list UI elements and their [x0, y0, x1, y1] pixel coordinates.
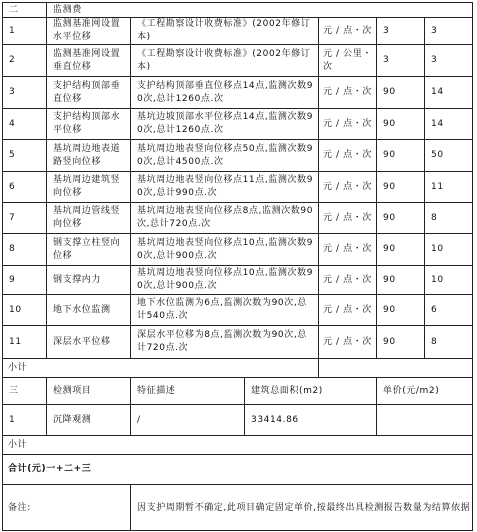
monitoring-item-cell [46, 294, 130, 325]
row-number: 4 [9, 119, 16, 129]
unit-cell [318, 233, 376, 265]
grand-total-label: 合计(元)一+二+三 [8, 464, 92, 474]
unit-price: 10 [431, 275, 444, 285]
header-feature-description: 特征描述 [137, 386, 176, 396]
unit-cell [318, 265, 376, 294]
settlement-observation: 沉降观测 [53, 415, 92, 425]
monitoring-item-cell [46, 108, 130, 139]
row-number: 11 [9, 337, 22, 347]
monitoring-item: 支护结构顶部水平位移 [53, 112, 121, 135]
unit: 元 / 点・次 [323, 305, 372, 315]
item-description: 基坑周边地表竖向位移点8点,监测次数90次,总计720点.次 [137, 206, 314, 229]
header-unit-price-cell [376, 377, 473, 404]
section2-subtotal-value-cell [318, 358, 473, 377]
unit-cell [318, 294, 376, 325]
quantity: 90 [383, 305, 396, 315]
unit-price-cell [424, 171, 473, 202]
monitoring-item-cell [46, 44, 130, 76]
section3-subtotal-label-cell [2, 435, 473, 454]
quantity: 90 [383, 150, 396, 160]
settlement-unit-price-cell [376, 404, 473, 435]
monitoring-item-cell [46, 233, 130, 265]
row-number-cell [2, 202, 46, 233]
row-number-cell [2, 294, 46, 325]
header-feature-description-cell [130, 377, 244, 404]
row-number: 7 [9, 213, 16, 223]
monitoring-item: 地下水位监测 [53, 305, 111, 315]
monitoring-item-cell [46, 325, 130, 358]
grand-total-label-cell [2, 454, 473, 484]
item-description: 基坑边坡顶部水平位移点14点,监测次数90次,总计1260点.次 [137, 112, 314, 135]
section3-num: 三 [9, 386, 19, 396]
section2-subtotal-label: 小计 [8, 363, 28, 373]
quantity: 90 [383, 213, 396, 223]
unit-price: 8 [431, 213, 438, 223]
section3-num-cell [2, 377, 46, 404]
unit-price: 3 [431, 55, 438, 65]
unit-price: 10 [431, 244, 444, 254]
quantity-cell [376, 294, 424, 325]
building-area-value-cell [244, 404, 376, 435]
quantity: 90 [383, 87, 396, 97]
item-description-cell [130, 265, 318, 294]
row-number-cell [2, 108, 46, 139]
row-number: 9 [9, 275, 16, 285]
header-inspection-item: 检测项目 [53, 386, 92, 396]
section2-num: 二 [9, 5, 19, 15]
item-description: 《工程勘察设计收费标准》(2002年修订本) [137, 49, 311, 72]
header-unit-price: 单价(元/m2) [383, 386, 440, 396]
monitoring-item-cell [46, 202, 130, 233]
unit-price-cell [424, 202, 473, 233]
settlement-description-cell [130, 404, 244, 435]
unit-price: 14 [431, 119, 444, 129]
section2-title: 监测费 [53, 5, 82, 15]
unit-price: 14 [431, 87, 444, 97]
row-number-cell [2, 265, 46, 294]
item-description: 基坑周边地表竖向位移点11点,监测次数90次,总计990点.次 [137, 175, 314, 198]
monitoring-item: 钢支撑内力 [53, 275, 102, 285]
unit: 元 / 点・次 [323, 150, 372, 160]
section2-title-cell [46, 2, 473, 17]
settlement-observation-cell [46, 404, 130, 435]
item-description-cell [130, 294, 318, 325]
unit-cell [318, 108, 376, 139]
unit-price: 6 [431, 305, 438, 315]
quantity-cell [376, 202, 424, 233]
unit-price-cell [424, 108, 473, 139]
item-description-cell [130, 44, 318, 76]
unit-cell [318, 76, 376, 108]
monitoring-item: 基坑周边地表道路竖向位移 [53, 144, 121, 167]
monitoring-item-cell [46, 76, 130, 108]
unit-cell [318, 139, 376, 171]
quantity-cell [376, 325, 424, 358]
unit: 元 / 点・次 [323, 244, 372, 254]
item-description-cell [130, 108, 318, 139]
unit: 元 / 点・次 [323, 213, 372, 223]
unit: 元 / 点・次 [323, 337, 372, 347]
unit-price: 50 [431, 150, 444, 160]
item-description-cell [130, 171, 318, 202]
quantity: 90 [383, 337, 396, 347]
section3-row-number: 1 [9, 415, 16, 425]
header-total-area-cell [244, 377, 376, 404]
unit: 元 / 点・次 [323, 182, 372, 192]
monitoring-item: 基坑周边建筑竖向位移 [53, 175, 121, 198]
remark-text: 因支护周期暂不确定,此项目确定固定单价,按最终出具检测报告数量为结算依据 [137, 503, 471, 513]
quantity-cell [376, 17, 424, 44]
unit: 元 / 点・次 [323, 26, 372, 36]
unit: 元 / 点・次 [323, 119, 372, 129]
row-number-cell [2, 325, 46, 358]
item-description-cell [130, 202, 318, 233]
row-number: 5 [9, 150, 16, 160]
item-description-cell [130, 76, 318, 108]
section2-num-cell [2, 2, 46, 17]
unit-price-cell [424, 233, 473, 265]
unit-price-cell [424, 17, 473, 44]
header-total-area: 建筑总面积(m2) [251, 386, 323, 396]
remark-label: 备注: [8, 503, 31, 513]
quantity-cell [376, 108, 424, 139]
monitoring-item: 基坑周边管线竖向位移 [53, 206, 121, 229]
item-description: 基坑周边地表竖向位移点10点,监测次数90次,总计900点.次 [137, 268, 314, 291]
monitoring-item: 钢支撑立柱竖向位移 [53, 238, 121, 261]
quantity-cell [376, 171, 424, 202]
unit-cell [318, 44, 376, 76]
unit-price-cell [424, 265, 473, 294]
unit: 元 / 点・次 [323, 275, 372, 285]
item-description-cell [130, 233, 318, 265]
item-description-cell [130, 17, 318, 44]
building-area-value: 33414.86 [251, 415, 299, 425]
item-description-cell [130, 139, 318, 171]
item-description: 地下水位监测为6点,监测次数为90次,总计540点.次 [137, 298, 307, 321]
unit-cell [318, 325, 376, 358]
monitoring-item: 深层水平位移 [53, 337, 111, 347]
item-description: 《工程勘察设计收费标准》(2002年修订本) [137, 19, 311, 42]
row-number: 1 [9, 26, 16, 36]
header-inspection-item-cell [46, 377, 130, 404]
row-number-cell [2, 139, 46, 171]
unit-price-cell [424, 325, 473, 358]
monitoring-item: 监测基准网设置水平位移 [53, 19, 121, 42]
unit-price: 11 [431, 182, 444, 192]
unit-price: 3 [431, 26, 438, 36]
settlement-description: / [137, 415, 141, 425]
row-number-cell [2, 17, 46, 44]
quantity: 3 [383, 26, 390, 36]
quantity: 90 [383, 119, 396, 129]
remark-label-cell [2, 484, 130, 531]
quantity-cell [376, 44, 424, 76]
monitoring-item-cell [46, 139, 130, 171]
unit: 元 / 点・次 [323, 87, 372, 97]
monitoring-item-cell [46, 17, 130, 44]
row-number-cell [2, 171, 46, 202]
item-description-cell [130, 325, 318, 358]
quantity-cell [376, 265, 424, 294]
item-description: 基坑周边地表竖向位移点50点,监测次数90次,总计4500点.次 [137, 144, 314, 167]
item-description: 深层水平位移为8点,监测次数为90次,总计720点.次 [137, 330, 307, 353]
unit-price-cell [424, 139, 473, 171]
row-number: 10 [9, 305, 22, 315]
quantity: 90 [383, 275, 396, 285]
unit-price-cell [424, 76, 473, 108]
quantity: 3 [383, 55, 390, 65]
row-number-cell [2, 76, 46, 108]
row-number: 3 [9, 87, 16, 97]
quantity-cell [376, 233, 424, 265]
row-number-cell [2, 233, 46, 265]
remark-text-cell [130, 484, 473, 531]
quantity: 90 [383, 244, 396, 254]
unit-price: 8 [431, 337, 438, 347]
unit: 元 / 公里・次 [323, 49, 372, 72]
item-description: 支护结构顶部垂直位移点14点,监测次数90次,总计1260点.次 [137, 81, 314, 104]
unit-cell [318, 171, 376, 202]
quantity: 90 [383, 182, 396, 192]
row-number-cell [2, 44, 46, 76]
monitoring-item: 监测基准网设置垂直位移 [53, 49, 121, 72]
quantity-cell [376, 76, 424, 108]
unit-cell [318, 202, 376, 233]
section3-row-number-cell [2, 404, 46, 435]
monitoring-item-cell [46, 265, 130, 294]
item-description: 基坑周边地表竖向位移点10点,监测次数90次,总计900点.次 [137, 238, 314, 261]
monitoring-item-cell [46, 171, 130, 202]
unit-cell [318, 17, 376, 44]
row-number: 8 [9, 244, 16, 254]
row-number: 6 [9, 182, 16, 192]
unit-price-cell [424, 294, 473, 325]
row-number: 2 [9, 55, 16, 65]
unit-price-cell [424, 44, 473, 76]
monitoring-item: 支护结构顶部垂直位移 [53, 81, 121, 104]
section3-subtotal-label: 小计 [8, 440, 28, 450]
quantity-cell [376, 139, 424, 171]
